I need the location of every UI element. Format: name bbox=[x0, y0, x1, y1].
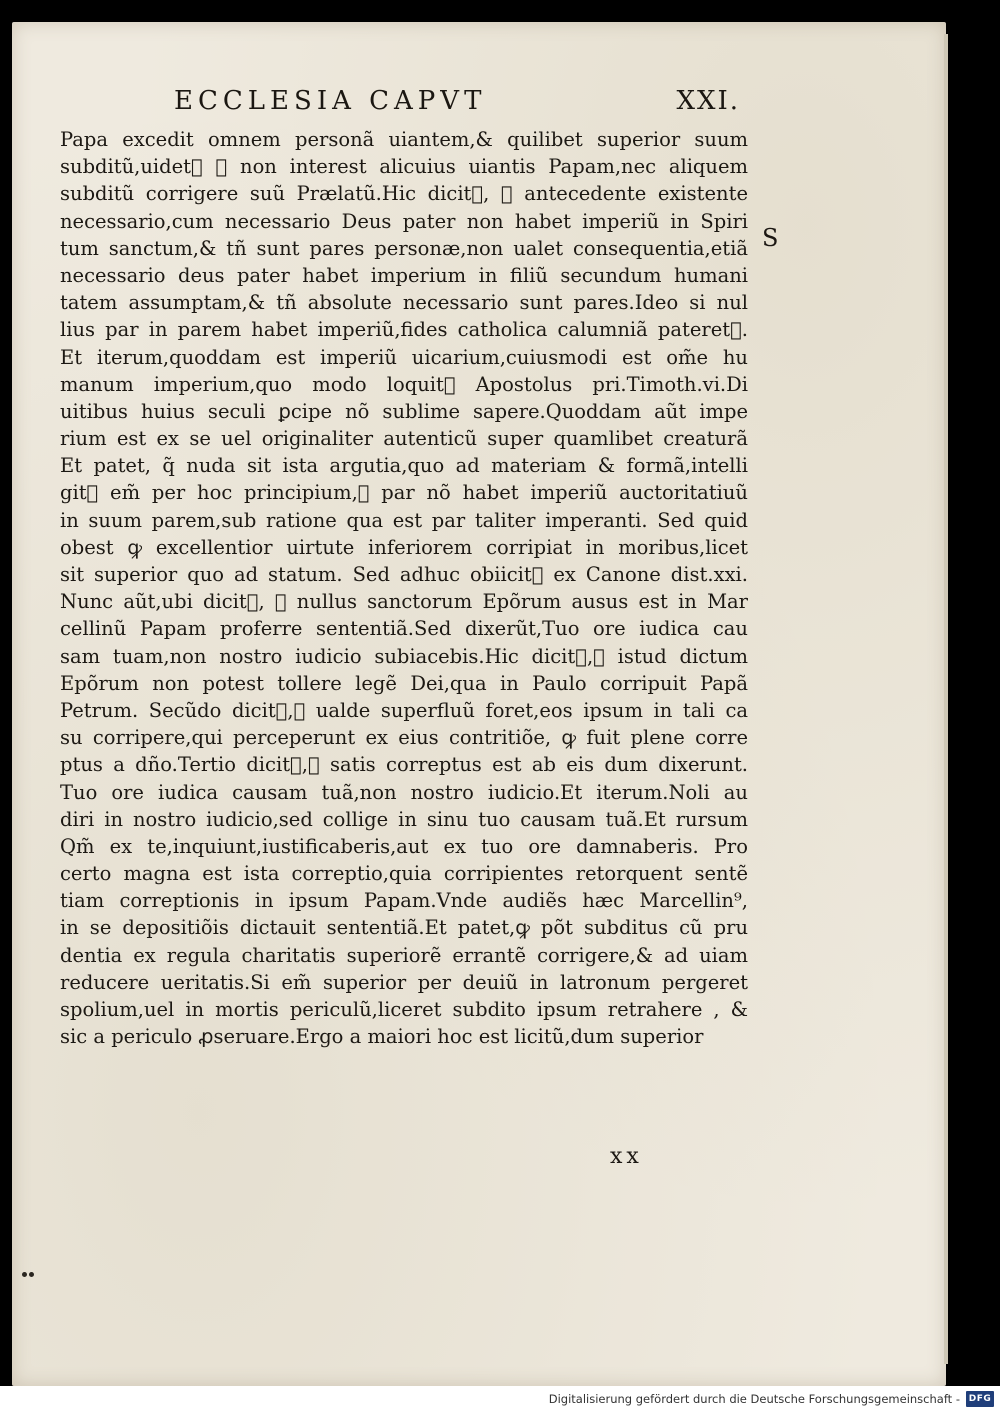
text-line: Epõrum non potest tollere legẽ Dei,qua in Paulo corripuit Papã bbox=[60, 671, 748, 695]
text-line: uitibus huius seculi ꝑcipe nõ sublime sapere.Quoddam aũt impe bbox=[60, 399, 748, 423]
margin-note: S bbox=[762, 224, 779, 252]
dfg-logo-icon: DFG bbox=[966, 1391, 994, 1407]
text-line: reducere ueritatis.Si em̃ superior per deuiũ in latronum pergeret bbox=[60, 970, 748, 994]
running-head bbox=[174, 86, 740, 120]
text-line: tatem assumptam,& tñ absolute necessario sunt pares.Ideo si nul bbox=[60, 291, 748, 315]
text-line: obest ꝙ excellentior uirtute inferiorem corripiat in moribus,licet bbox=[60, 535, 748, 559]
text-line: Papa excedit omnem personã uiantem,& quilibet superior suum bbox=[60, 128, 748, 151]
text-line: spolium,uel in mortis periculũ,liceret subdito ipsum retrahere , & bbox=[60, 998, 748, 1021]
text-line: manum imperium,quo modo loquitᷣ Apostolus pri.Timoth.vi.Di bbox=[60, 372, 748, 396]
footer-credit: Digitalisierung gefördert durch die Deutsche Forschungsgemeinschaft - bbox=[548, 1392, 960, 1406]
folio-number: XXI. bbox=[676, 86, 740, 116]
text-line: Petrum. Secũdo dicitᷣ,ꝙ ualde superfluũ foret,eos ipsum in tali ca bbox=[60, 698, 748, 722]
text-line: necessario,cum necessario Deus pater non habet imperiũ in Spiri bbox=[60, 209, 748, 233]
text-line: dentia ex regula charitatis superiorẽ errantẽ corrigere,& ad uiam bbox=[60, 943, 748, 967]
text-line: Et iterum,quoddam est imperiũ uicarium,cuiusmodi est om̃e hu bbox=[60, 345, 748, 369]
running-head-title: ECCLESIA CAPVT bbox=[174, 86, 487, 116]
text-line: cellinũ Papam proferre sententiã.Sed dixerũt,Tuo ore iudica cau bbox=[60, 617, 748, 641]
page-edge bbox=[944, 34, 948, 1364]
text-line: necessario deus pater habet imperium in filiũ secundum humani bbox=[60, 263, 748, 287]
text-line: sic a periculo ꝓseruare.Ergo a maiori hoc est licitũ,dum superior bbox=[60, 1025, 704, 1049]
body-text bbox=[60, 126, 748, 1050]
ink-speck bbox=[22, 1272, 36, 1278]
text-line: Et patet, q̃ nuda sit ista argutia,quo ad materiam & formã,intelli bbox=[60, 454, 748, 478]
text-line: tiam correptionis in ipsum Papam.Vnde audiẽs hæc Marcellin⁹, bbox=[60, 889, 748, 913]
footer-bar bbox=[0, 1386, 1000, 1414]
signature-mark: xx bbox=[610, 1144, 643, 1169]
text-line: Nunc aũt,ubi dicitᷣ, ꝙ nullus sanctorum Epõrum ausus est in Mar bbox=[60, 590, 748, 614]
text-line: certo magna est ista correptio,quia corripientes retorquent sentẽ bbox=[60, 862, 748, 886]
text-line: Qm̃ ex te,inquiunt,iustificaberis,aut ex tuo ore damnaberis. Pro bbox=[60, 834, 748, 858]
text-line: ptus a dño.Tertio dicitᷣ,ꝙ satis correptus est ab eis dum dixerunt. bbox=[60, 753, 748, 777]
text-line: Tuo ore iudica causam tuã,non nostro iudicio.Et iterum.Noli au bbox=[60, 780, 748, 804]
text-line: in se depositiõis dictauit sententiã.Et patet,ꝙ põt subditus cũ pru bbox=[60, 916, 748, 940]
text-line: su corripere,qui perceperunt ex eius contritiõe, ꝙ fuit plene corre bbox=[60, 726, 748, 750]
text-line: sam tuam,non nostro iudicio subiacebis.Hic dicitᷣ,ꝙ istud dictum bbox=[60, 644, 748, 668]
text-line: sit superior quo ad statum. Sed adhuc obiicitᷣ ex Canone dist.xxi. bbox=[60, 563, 748, 586]
text-line: subditũ,uidetᷣ ꝙ non interest alicuius uiantis Papam,nec aliquem bbox=[60, 155, 748, 179]
text-line: diri in nostro iudicio,sed collige in sinu tuo causam tuã.Et rursum bbox=[60, 807, 748, 831]
text-line: in suum parem,sub ratione qua est par taliter imperanti. Sed quid bbox=[60, 508, 748, 532]
text-line: tum sanctum,& tñ sunt pares personæ,non ualet consequentia,etiã bbox=[60, 236, 748, 260]
text-line: lius par in parem habet imperiũ,fides catholica calumniã pateretᷣ. bbox=[60, 318, 748, 342]
text-line: subditũ corrigere suũ Prælatũ.Hic dicitᷣ, ꝙ antecedente existente bbox=[60, 182, 748, 206]
text-line: rium est ex se uel originaliter autenticũ super quamlibet creaturã bbox=[60, 427, 748, 451]
text-line: gitᷣ em̃ per hoc principium,ꝙ par nõ habet imperiũ auctoritatiuũ bbox=[60, 481, 748, 505]
